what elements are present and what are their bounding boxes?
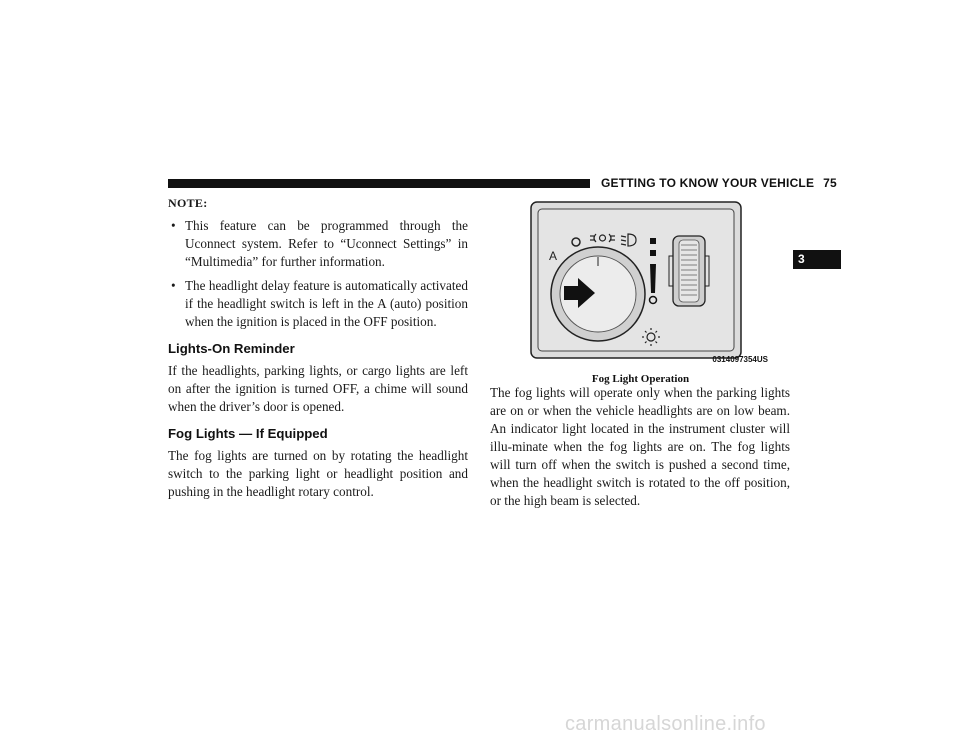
right-column [490, 384, 790, 510]
section-body-fog-lights: The fog lights are turned on by rotating the headlight switch to the parking light or headlight position and pushing in the headlight rotary control. [168, 448, 468, 499]
chapter-tab[interactable] [793, 250, 841, 269]
auto-label: A [549, 249, 558, 263]
page-number: 75 [823, 176, 837, 190]
note-list [168, 217, 468, 331]
fog-light-operation-body: The fog lights will operate only when the parking lights are on or when the vehicle headlights are on low beam. An indicator light located in the instrument cluster will illu-minate when the fog lights are on. The fog lights will turn off when the switch is pushed a second time, when the headlight switch is rotated to the off position, or the high beam is selected. [490, 385, 790, 508]
header-rule [168, 179, 590, 188]
watermark: carmanualsonline.info [565, 713, 766, 735]
headlight-switch-figure [529, 200, 792, 370]
figure-caption: Fog Light Operation [591, 373, 690, 385]
section-heading-lights-on-reminder: Lights-On Reminder [168, 341, 295, 356]
left-column [168, 190, 468, 501]
list-item: • This feature can be programmed through the Uconnect system. Refer to “Uconnect Settings” in “Multimedia” for further information. [168, 217, 468, 271]
chapter-number: 3 [798, 252, 805, 266]
section-heading-fog-lights: Fog Lights — If Equipped [168, 426, 328, 441]
section-body-lights-on-reminder: If the headlights, parking lights, or cargo lights are left on after the ignition is turned OFF, a chime will sound when the driver’s door is opened. [168, 363, 468, 414]
running-header [601, 176, 837, 192]
note-label: NOTE: [168, 196, 208, 210]
image-code: 0314097354US [712, 355, 768, 364]
list-item: • The headlight delay feature is automatically activated if the headlight switch is left in the A (auto) position when the ignition is placed in the OFF position. [168, 277, 468, 331]
dimmer-wheel-icon [669, 236, 709, 306]
section-title: GETTING TO KNOW YOUR VEHICLE [601, 176, 815, 190]
